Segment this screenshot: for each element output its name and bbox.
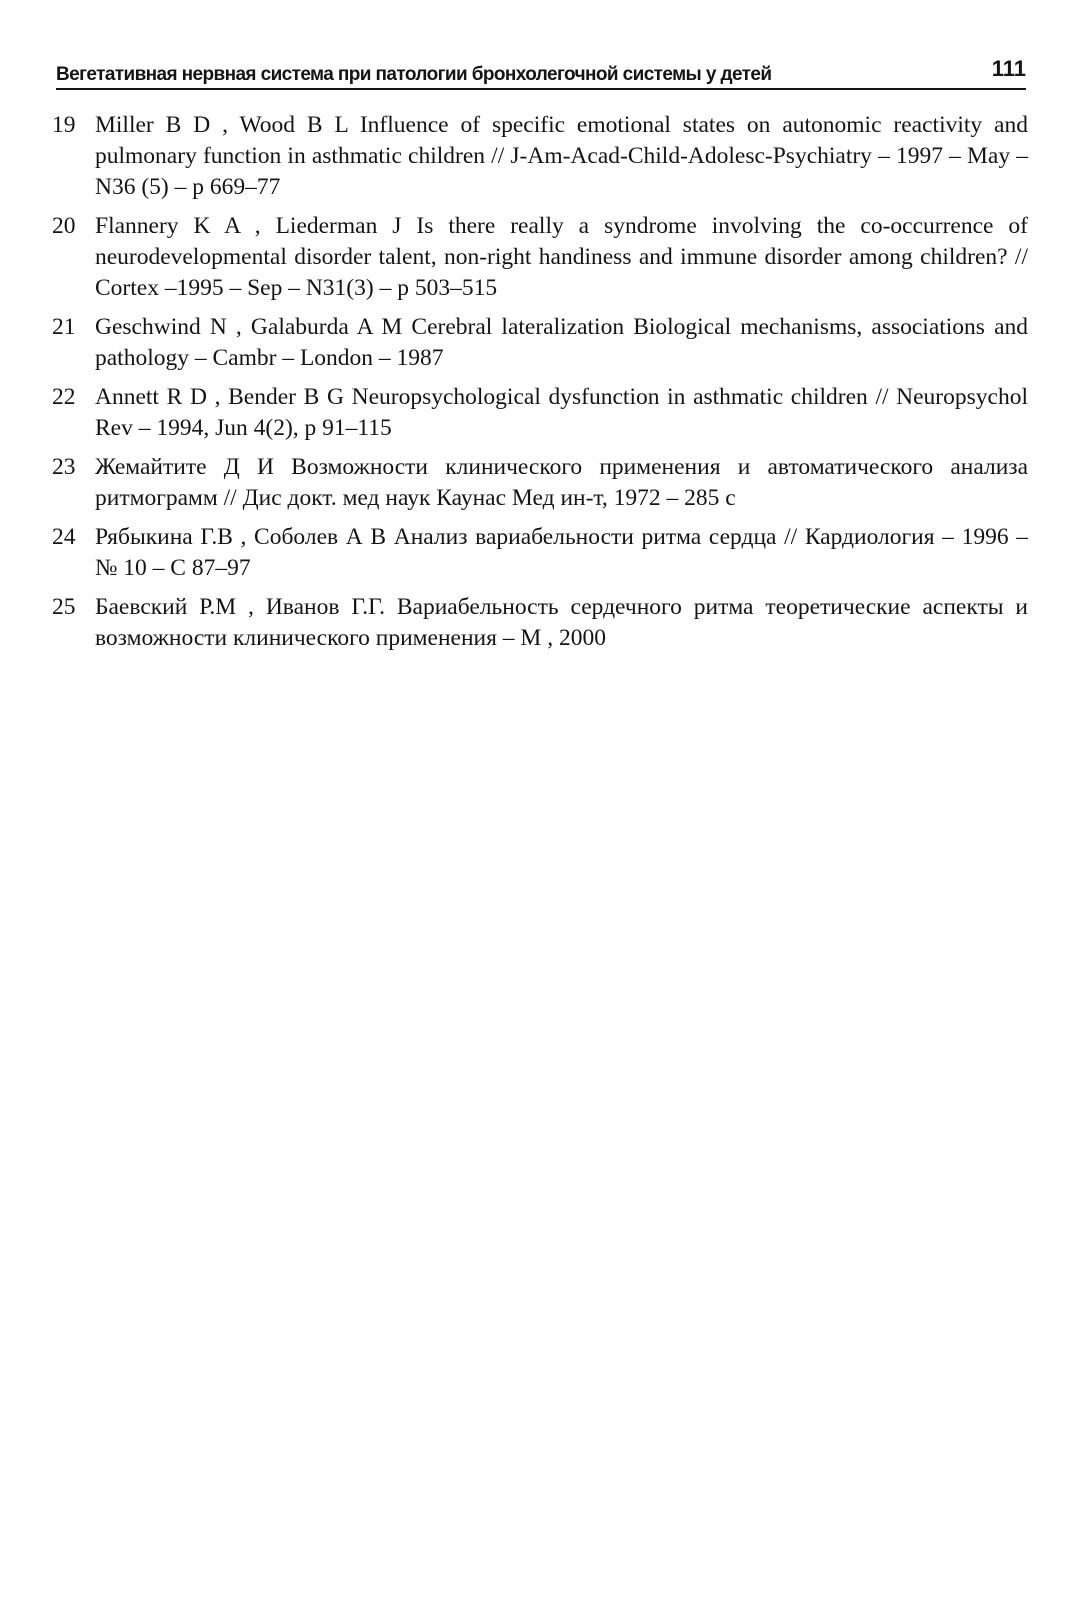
reference-text: Geschwind N , Galaburda A M Cerebral lateralization Biological mechanisms, associations and pathology – Cambr – London – 1987: [95, 314, 1028, 371]
running-header: [56, 48, 1026, 90]
reference-item: [52, 452, 1028, 514]
reference-number: 25: [52, 594, 76, 620]
reference-number: 23: [52, 454, 76, 480]
reference-number: 21: [52, 314, 76, 340]
reference-list: [52, 110, 1028, 662]
reference-item: [52, 312, 1028, 374]
running-title: Вегетативная нервная система при патологии бронхолегочной системы у детей: [56, 64, 772, 85]
reference-number: 24: [52, 524, 76, 550]
reference-text: Баевский Р.М , Иванов Г.Г. Вариабельность сердечного ритма теоретические аспекты и возможности клинического применения – М , 2000: [95, 594, 1028, 651]
reference-text: Miller B D , Wood B L Influence of specific emotional states on autonomic reactivity and pulmonary function in asthmatic children // J-Am-Acad-Child-Adolesc-Psychiatry – 1997 – May – N36 (5) – p 669–77: [95, 112, 1028, 200]
page-number: 111: [991, 56, 1026, 81]
reference-number: 20: [52, 213, 76, 239]
reference-text: Рябыкина Г.В , Соболев А В Анализ вариабельности ритма сердца // Кардиология – 1996 – № 10 – С 87–97: [95, 524, 1028, 581]
reference-item: [52, 522, 1028, 584]
reference-item: [52, 592, 1028, 654]
reference-number: 22: [52, 384, 76, 410]
reference-text: Annett R D , Bender B G Neuropsychological dysfunction in asthmatic children // Neuropsychol Rev – 1994, Jun 4(2), p 91–115: [95, 384, 1028, 441]
reference-number: 19: [52, 112, 76, 138]
reference-item: [52, 110, 1028, 203]
reference-item: [52, 211, 1028, 304]
reference-item: [52, 382, 1028, 444]
reference-text: Жемайтите Д И Возможности клинического применения и автоматического анализа ритмограмм // Дис докт. мед наук Каунас Мед ин-т, 1972 – 285 с: [95, 454, 1028, 511]
reference-text: Flannery K A , Liederman J Is there really a syndrome involving the co-occurrence of neurodevelopmental disorder talent, non-right handiness and immune disorder among children? // Cortex –1995 – Sep – N31(3) – p 503–515: [95, 213, 1028, 301]
